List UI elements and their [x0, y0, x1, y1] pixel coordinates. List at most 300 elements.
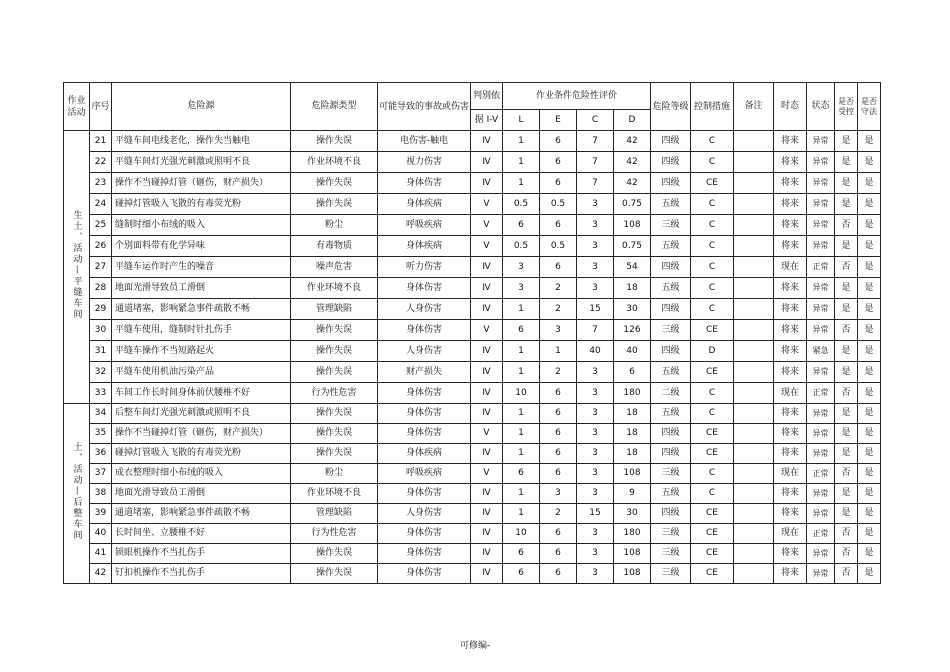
hazard-cell: 地面光滑导致员工滑倒 [112, 484, 291, 504]
hazard-type-cell: 作业环境不良 [291, 278, 378, 299]
control-cell: D [691, 341, 734, 362]
hazard-type-cell: 操作失误 [291, 424, 378, 444]
D-cell: 18 [614, 404, 651, 424]
seq-cell: 37 [90, 464, 112, 484]
D-cell: 6 [614, 362, 651, 383]
control-cell: C [691, 152, 734, 173]
control-cell: C [691, 131, 734, 152]
remark-cell [734, 404, 774, 424]
level-cell: 三级 [651, 564, 691, 584]
D-cell: 180 [614, 383, 651, 404]
control-cell: CE [691, 320, 734, 341]
state-cell: 异常 [807, 299, 835, 320]
control-cell: C [691, 215, 734, 236]
accident-cell: 视力伤害 [378, 152, 471, 173]
table-row [64, 362, 881, 383]
seq-cell: 42 [90, 564, 112, 584]
control-cell: C [691, 383, 734, 404]
seq-cell: 31 [90, 341, 112, 362]
C-cell: 3 [577, 444, 614, 464]
hazard-cell: 通道堵塞，影响紧急事件疏散不畅 [112, 299, 291, 320]
E-cell: 6 [540, 544, 577, 564]
D-cell: 40 [614, 341, 651, 362]
level-cell: 四级 [651, 504, 691, 524]
state-cell: 异常 [807, 362, 835, 383]
control-cell: C [691, 236, 734, 257]
header-evaluation: 作业条件危险性评价 [503, 83, 651, 110]
tense-cell: 将来 [774, 236, 807, 257]
affected-cell: 否 [835, 383, 858, 404]
hazard-type-cell: 操作失误 [291, 194, 378, 215]
hazard-type-cell: 操作失误 [291, 131, 378, 152]
affected-cell: 是 [835, 484, 858, 504]
remark-cell [734, 362, 774, 383]
header-C: C [577, 110, 614, 131]
basis-cell: Ⅳ [471, 152, 503, 173]
E-cell: 3 [540, 320, 577, 341]
accident-cell: 身体伤害 [378, 404, 471, 424]
seq-cell: 26 [90, 236, 112, 257]
L-cell: 6 [503, 464, 540, 484]
accident-cell: 身体伤害 [378, 383, 471, 404]
affected-cell: 是 [835, 362, 858, 383]
compliance-cell: 是 [858, 173, 881, 194]
affected-cell: 是 [835, 194, 858, 215]
control-cell: CE [691, 424, 734, 444]
accident-cell: 身体伤害 [378, 524, 471, 544]
table-row [64, 194, 881, 215]
hazard-cell: 成衣整理时细小布绒的吸入 [112, 464, 291, 484]
table-row [64, 215, 881, 236]
D-cell: 108 [614, 564, 651, 584]
table-row [64, 424, 881, 444]
remark-cell [734, 173, 774, 194]
E-cell: 6 [540, 524, 577, 544]
accident-cell: 身体伤害 [378, 320, 471, 341]
remark-cell [734, 444, 774, 464]
hazard-type-cell: 噪声危害 [291, 257, 378, 278]
basis-cell: Ⅴ [471, 320, 503, 341]
accident-cell: 身体伤害 [378, 278, 471, 299]
hazard-type-cell: 操作失误 [291, 320, 378, 341]
hazard-cell: 钉扣机操作不当扎伤手 [112, 564, 291, 584]
E-cell: 6 [540, 444, 577, 464]
E-cell: 6 [540, 152, 577, 173]
hazard-evaluation-table [63, 82, 881, 584]
basis-cell: Ⅳ [471, 444, 503, 464]
state-cell: 异常 [807, 424, 835, 444]
table-row [64, 484, 881, 504]
activity-label: 生土、活动—平缝车间 [64, 131, 90, 404]
table-row [64, 131, 881, 152]
affected-cell: 是 [835, 173, 858, 194]
D-cell: 0.75 [614, 236, 651, 257]
D-cell: 54 [614, 257, 651, 278]
hazard-cell: 车间工作长时间身体前伏腰椎不好 [112, 383, 291, 404]
control-cell: C [691, 278, 734, 299]
table-row [64, 152, 881, 173]
basis-cell: Ⅴ [471, 464, 503, 484]
D-cell: 126 [614, 320, 651, 341]
level-cell: 四级 [651, 424, 691, 444]
affected-cell: 是 [835, 131, 858, 152]
C-cell: 3 [577, 484, 614, 504]
remark-cell [734, 236, 774, 257]
C-cell: 3 [577, 544, 614, 564]
basis-cell: Ⅳ [471, 341, 503, 362]
compliance-cell: 是 [858, 362, 881, 383]
basis-cell: Ⅳ [471, 278, 503, 299]
hazard-cell: 锁眼机操作不当扎伤手 [112, 544, 291, 564]
level-cell: 三级 [651, 524, 691, 544]
C-cell: 3 [577, 362, 614, 383]
accident-cell: 身体疾病 [378, 444, 471, 464]
remark-cell [734, 524, 774, 544]
remark-cell [734, 257, 774, 278]
affected-cell: 是 [835, 424, 858, 444]
L-cell: 3 [503, 278, 540, 299]
control-cell: C [691, 194, 734, 215]
basis-cell: Ⅳ [471, 484, 503, 504]
compliance-cell: 是 [858, 215, 881, 236]
level-cell: 四级 [651, 299, 691, 320]
D-cell: 0.75 [614, 194, 651, 215]
hazard-cell: 平缝车间灯光强光刺激或照明不良 [112, 152, 291, 173]
D-cell: 18 [614, 278, 651, 299]
D-cell: 42 [614, 173, 651, 194]
level-cell: 四级 [651, 341, 691, 362]
tense-cell: 将来 [774, 404, 807, 424]
affected-cell: 是 [835, 278, 858, 299]
hazard-type-cell: 操作失误 [291, 564, 378, 584]
basis-cell: Ⅳ [471, 524, 503, 544]
seq-cell: 25 [90, 215, 112, 236]
level-cell: 三级 [651, 464, 691, 484]
state-cell: 正常 [807, 257, 835, 278]
level-cell: 五级 [651, 484, 691, 504]
table-row [64, 236, 881, 257]
control-cell: C [691, 484, 734, 504]
tense-cell: 将来 [774, 152, 807, 173]
D-cell: 108 [614, 215, 651, 236]
header-D: D [614, 110, 651, 131]
E-cell: 6 [540, 464, 577, 484]
header-basis-range: 据 I-V [471, 110, 503, 131]
L-cell: 10 [503, 383, 540, 404]
C-cell: 3 [577, 464, 614, 484]
L-cell: 1 [503, 504, 540, 524]
D-cell: 108 [614, 464, 651, 484]
D-cell: 18 [614, 444, 651, 464]
D-cell: 108 [614, 544, 651, 564]
remark-cell [734, 504, 774, 524]
affected-cell: 否 [835, 215, 858, 236]
control-cell: CE [691, 173, 734, 194]
E-cell: 6 [540, 173, 577, 194]
hazard-cell: 平缝车使用机油污染产品 [112, 362, 291, 383]
tense-cell: 现在 [774, 464, 807, 484]
E-cell: 2 [540, 278, 577, 299]
hazard-type-cell: 行为性危害 [291, 524, 378, 544]
level-cell: 三级 [651, 320, 691, 341]
C-cell: 15 [577, 504, 614, 524]
hazard-cell: 平缝车间电线老化，操作失当触电 [112, 131, 291, 152]
accident-cell: 身体疾病 [378, 194, 471, 215]
state-cell: 异常 [807, 236, 835, 257]
C-cell: 3 [577, 278, 614, 299]
table-row [64, 404, 881, 424]
accident-cell: 人身伤害 [378, 504, 471, 524]
state-cell: 紧急 [807, 341, 835, 362]
basis-cell: Ⅳ [471, 173, 503, 194]
hazard-cell: 地面光滑导致员工滑倒 [112, 278, 291, 299]
L-cell: 1 [503, 131, 540, 152]
accident-cell: 财产损失 [378, 362, 471, 383]
affected-cell: 是 [835, 236, 858, 257]
L-cell: 0.5 [503, 236, 540, 257]
compliance-cell: 是 [858, 464, 881, 484]
basis-cell: Ⅳ [471, 383, 503, 404]
L-cell: 1 [503, 424, 540, 444]
table-row [64, 173, 881, 194]
remark-cell [734, 215, 774, 236]
hazard-type-cell: 操作失误 [291, 362, 378, 383]
D-cell: 42 [614, 131, 651, 152]
accident-cell: 身体伤害 [378, 424, 471, 444]
hazard-type-cell: 操作失误 [291, 544, 378, 564]
seq-cell: 38 [90, 484, 112, 504]
L-cell: 1 [503, 341, 540, 362]
C-cell: 7 [577, 320, 614, 341]
affected-cell: 否 [835, 320, 858, 341]
compliance-cell: 是 [858, 564, 881, 584]
affected-cell: 否 [835, 464, 858, 484]
level-cell: 四级 [651, 152, 691, 173]
compliance-cell: 是 [858, 544, 881, 564]
compliance-cell: 是 [858, 257, 881, 278]
header-affected: 是否受控 [835, 83, 858, 131]
seq-cell: 35 [90, 424, 112, 444]
activity-label: 土、活动—后整车间 [64, 404, 90, 584]
table-row [64, 341, 881, 362]
compliance-cell: 是 [858, 424, 881, 444]
table-row [64, 299, 881, 320]
compliance-cell: 是 [858, 524, 881, 544]
state-cell: 异常 [807, 404, 835, 424]
table-row [64, 544, 881, 564]
L-cell: 6 [503, 215, 540, 236]
remark-cell [734, 564, 774, 584]
C-cell: 7 [577, 152, 614, 173]
tense-cell: 将来 [774, 504, 807, 524]
accident-cell: 呼吸疾病 [378, 464, 471, 484]
tense-cell: 将来 [774, 444, 807, 464]
header-hazard-type: 危险源类型 [291, 83, 378, 131]
basis-cell: Ⅳ [471, 257, 503, 278]
hazard-type-cell: 作业环境不良 [291, 152, 378, 173]
level-cell: 五级 [651, 404, 691, 424]
C-cell: 3 [577, 215, 614, 236]
state-cell: 异常 [807, 544, 835, 564]
C-cell: 3 [577, 236, 614, 257]
hazard-type-cell: 作业环境不良 [291, 484, 378, 504]
control-cell: CE [691, 524, 734, 544]
seq-cell: 29 [90, 299, 112, 320]
hazard-type-cell: 操作失误 [291, 444, 378, 464]
remark-cell [734, 341, 774, 362]
compliance-cell: 是 [858, 383, 881, 404]
tense-cell: 将来 [774, 564, 807, 584]
E-cell: 6 [540, 404, 577, 424]
header-level: 危险等级 [651, 83, 691, 131]
header-E: E [540, 110, 577, 131]
seq-cell: 23 [90, 173, 112, 194]
tense-cell: 现在 [774, 257, 807, 278]
seq-cell: 34 [90, 404, 112, 424]
compliance-cell: 是 [858, 278, 881, 299]
accident-cell: 人身伤害 [378, 341, 471, 362]
remark-cell [734, 424, 774, 444]
state-cell: 异常 [807, 173, 835, 194]
table-row [64, 278, 881, 299]
seq-cell: 21 [90, 131, 112, 152]
basis-cell: Ⅳ [471, 362, 503, 383]
hazard-cell: 缝制时细小布绒的吸入 [112, 215, 291, 236]
L-cell: 0.5 [503, 194, 540, 215]
hazard-cell: 后整车间灯光强光刺激或照明不良 [112, 404, 291, 424]
control-cell: C [691, 464, 734, 484]
basis-cell: Ⅳ [471, 404, 503, 424]
hazard-type-cell: 管理缺陷 [291, 299, 378, 320]
header-state: 状态 [807, 83, 835, 131]
state-cell: 异常 [807, 278, 835, 299]
E-cell: 0.5 [540, 194, 577, 215]
D-cell: 9 [614, 484, 651, 504]
header-remark: 备注 [734, 83, 774, 131]
level-cell: 五级 [651, 236, 691, 257]
L-cell: 1 [503, 173, 540, 194]
accident-cell: 身体疾病 [378, 236, 471, 257]
affected-cell: 否 [835, 564, 858, 584]
D-cell: 30 [614, 299, 651, 320]
basis-cell: Ⅴ [471, 236, 503, 257]
control-cell: CE [691, 504, 734, 524]
tense-cell: 将来 [774, 362, 807, 383]
affected-cell: 是 [835, 341, 858, 362]
seq-cell: 40 [90, 524, 112, 544]
basis-cell: Ⅳ [471, 131, 503, 152]
basis-cell: Ⅴ [471, 194, 503, 215]
level-cell: 四级 [651, 444, 691, 464]
tense-cell: 将来 [774, 278, 807, 299]
L-cell: 1 [503, 444, 540, 464]
compliance-cell: 是 [858, 299, 881, 320]
remark-cell [734, 320, 774, 341]
E-cell: 2 [540, 299, 577, 320]
basis-cell: Ⅳ [471, 564, 503, 584]
C-cell: 3 [577, 404, 614, 424]
E-cell: 6 [540, 564, 577, 584]
affected-cell: 是 [835, 404, 858, 424]
table-row [64, 464, 881, 484]
hazard-cell: 碰掉灯管吸入飞散的有毒荧光粉 [112, 444, 291, 464]
hazard-type-cell: 粉尘 [291, 464, 378, 484]
tense-cell: 将来 [774, 484, 807, 504]
state-cell: 异常 [807, 152, 835, 173]
level-cell: 五级 [651, 278, 691, 299]
table-row [64, 320, 881, 341]
E-cell: 6 [540, 215, 577, 236]
L-cell: 1 [503, 484, 540, 504]
C-cell: 3 [577, 524, 614, 544]
basis-cell: Ⅳ [471, 504, 503, 524]
header-accident: 可能导致的事故或伤害 [378, 83, 471, 131]
remark-cell [734, 464, 774, 484]
table-row [64, 564, 881, 584]
control-cell: CE [691, 444, 734, 464]
control-cell: CE [691, 564, 734, 584]
E-cell: 6 [540, 383, 577, 404]
control-cell: C [691, 257, 734, 278]
tense-cell: 将来 [774, 194, 807, 215]
compliance-cell: 是 [858, 504, 881, 524]
C-cell: 15 [577, 299, 614, 320]
compliance-cell: 是 [858, 444, 881, 464]
E-cell: 6 [540, 424, 577, 444]
table-row [64, 383, 881, 404]
level-cell: 五级 [651, 194, 691, 215]
seq-cell: 41 [90, 544, 112, 564]
compliance-cell: 是 [858, 194, 881, 215]
header-basis: 判别依 [471, 83, 503, 110]
hazard-cell: 操作不当碰掉灯管（砸伤，财产损失） [112, 424, 291, 444]
seq-cell: 27 [90, 257, 112, 278]
table-row [64, 504, 881, 524]
remark-cell [734, 299, 774, 320]
state-cell: 异常 [807, 484, 835, 504]
header-activity: 作业 活动 [64, 83, 90, 131]
seq-cell: 32 [90, 362, 112, 383]
C-cell: 3 [577, 257, 614, 278]
seq-cell: 39 [90, 504, 112, 524]
hazard-type-cell: 管理缺陷 [291, 504, 378, 524]
L-cell: 1 [503, 362, 540, 383]
accident-cell: 电伤害-触电 [378, 131, 471, 152]
header-tense: 时态 [774, 83, 807, 131]
L-cell: 6 [503, 320, 540, 341]
compliance-cell: 是 [858, 236, 881, 257]
basis-cell: Ⅳ [471, 544, 503, 564]
C-cell: 7 [577, 173, 614, 194]
state-cell: 异常 [807, 504, 835, 524]
C-cell: 3 [577, 383, 614, 404]
remark-cell [734, 194, 774, 215]
C-cell: 7 [577, 131, 614, 152]
header-control: 控制措施 [691, 83, 734, 131]
group1-body [64, 131, 881, 404]
seq-cell: 33 [90, 383, 112, 404]
seq-cell: 22 [90, 152, 112, 173]
L-cell: 6 [503, 544, 540, 564]
accident-cell: 身体伤害 [378, 173, 471, 194]
affected-cell: 否 [835, 257, 858, 278]
tense-cell: 将来 [774, 341, 807, 362]
accident-cell: 身体伤害 [378, 564, 471, 584]
tense-cell: 将来 [774, 544, 807, 564]
E-cell: 2 [540, 362, 577, 383]
remark-cell [734, 484, 774, 504]
compliance-cell: 是 [858, 320, 881, 341]
